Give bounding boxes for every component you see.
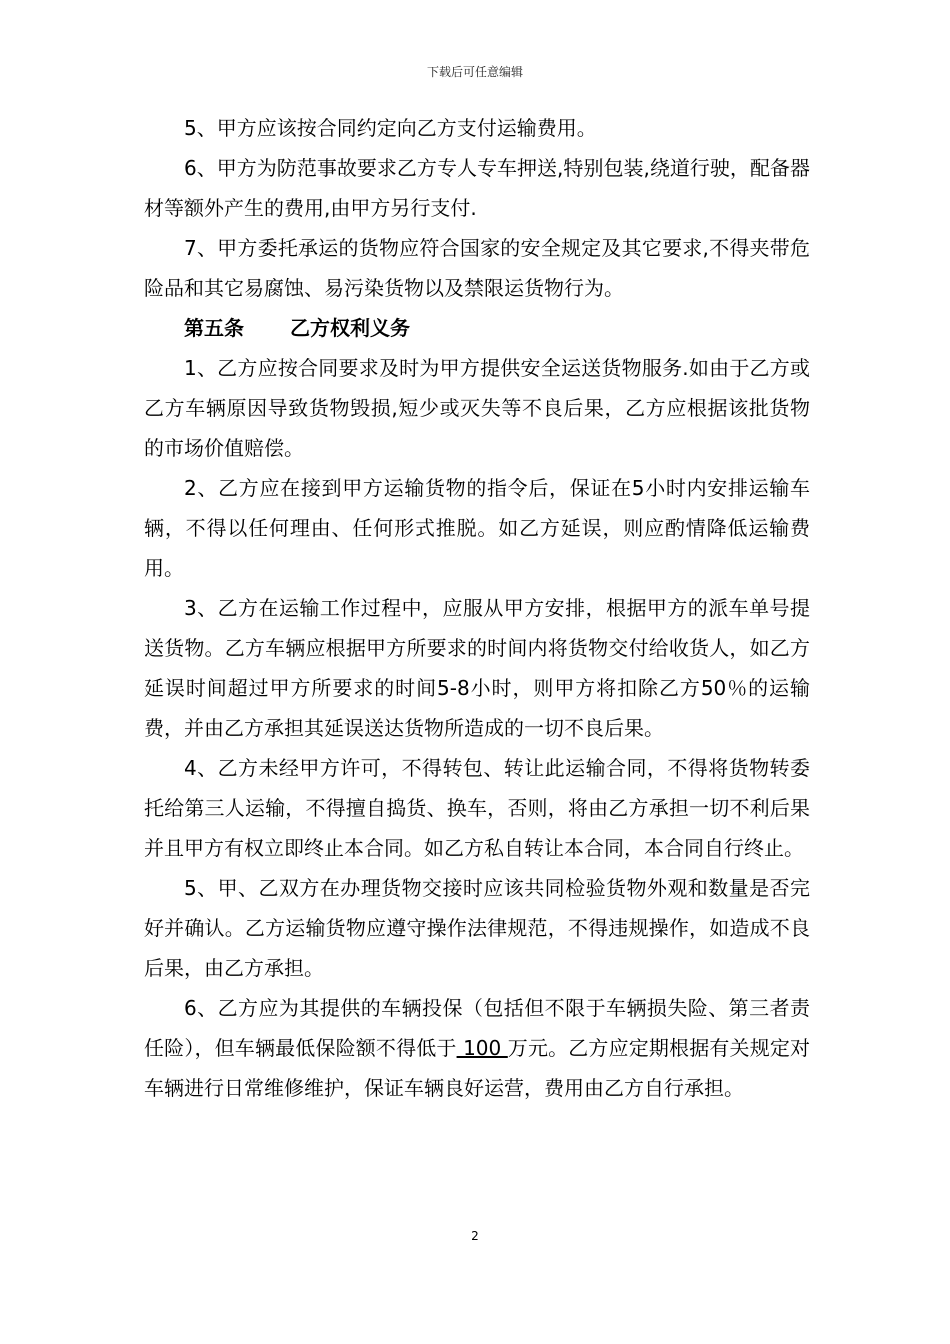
party-b-item-3: 3、乙方在运输工作过程中，应服从甲方安排，根据甲方的派车单号提送货物。乙方车辆应根据甲方所要求的时间内将货物交付给收货人，如乙方延误时间超过甲方所要求的时间5-8小时，则甲方将扣除乙方50％的运输费，并由乙方承担其延误送达货物所造成的一切不良后果。 — [144, 596, 810, 740]
section-heading — [144, 308, 810, 348]
section-number: 第五条 — [184, 316, 244, 340]
section-title: 乙方权利义务 — [290, 316, 410, 340]
party-b-item-1: 1、乙方应按合同要求及时为甲方提供安全运送货物服务.如由于乙方或乙方车辆原因导致货物毁损,短少或灭失等不良后果，乙方应根据该批货物的市场价值赔偿。 — [144, 356, 810, 460]
party-a-item-5: 5、甲方应该按合同约定向乙方支付运输费用。 — [184, 116, 597, 140]
party-b-item-6 — [144, 988, 810, 1108]
document-body — [144, 108, 810, 1108]
party-a-item-7: 7、甲方委托承运的货物应符合国家的安全规定及其它要求,不得夹带危险品和其它易腐蚀、易污染货物以及禁限运货物行为。 — [144, 236, 810, 300]
page-number: 2 — [471, 1229, 479, 1243]
party-b-item-4: 4、乙方未经甲方许可，不得转包、转让此运输合同，不得将货物转委托给第三人运输，不得擅自捣货、换车，否则，将由乙方承担一切不利后果并且甲方有权立即终止本合同。如乙方私自转让本合同，本合同自行终止。 — [144, 756, 810, 860]
party-b-item-2: 2、乙方应在接到甲方运输货物的指令后，保证在5小时内安排运输车辆，不得以任何理由、任何形式推脱。如乙方延误，则应酌情降低运输费用。 — [144, 476, 810, 580]
party-a-item-6: 6、甲方为防范事故要求乙方专人专车押送,特别包装,绕道行驶，配备器材等额外产生的费用,由甲方另行支付. — [144, 156, 810, 220]
insurance-amount: 100 — [456, 1036, 508, 1060]
item6-text-after: 万元。乙方应定期根据有关规定对车辆进行日常维修维护，保证车辆良好运营，费用由乙方自行承担。 — [144, 1036, 811, 1100]
item6-text-before: 6、乙方应为其提供的车辆投保（包括但不限于车辆损失险、第三者责任险），但车辆最低保险额不得低于 — [144, 996, 810, 1060]
party-b-item-5: 5、甲、乙双方在办理货物交接时应该共同检验货物外观和数量是否完好并确认。乙方运输货物应遵守操作法律规范，不得违规操作，如造成不良后果，由乙方承担。 — [144, 876, 810, 980]
header-note: 下载后可任意编辑 — [426, 65, 523, 79]
